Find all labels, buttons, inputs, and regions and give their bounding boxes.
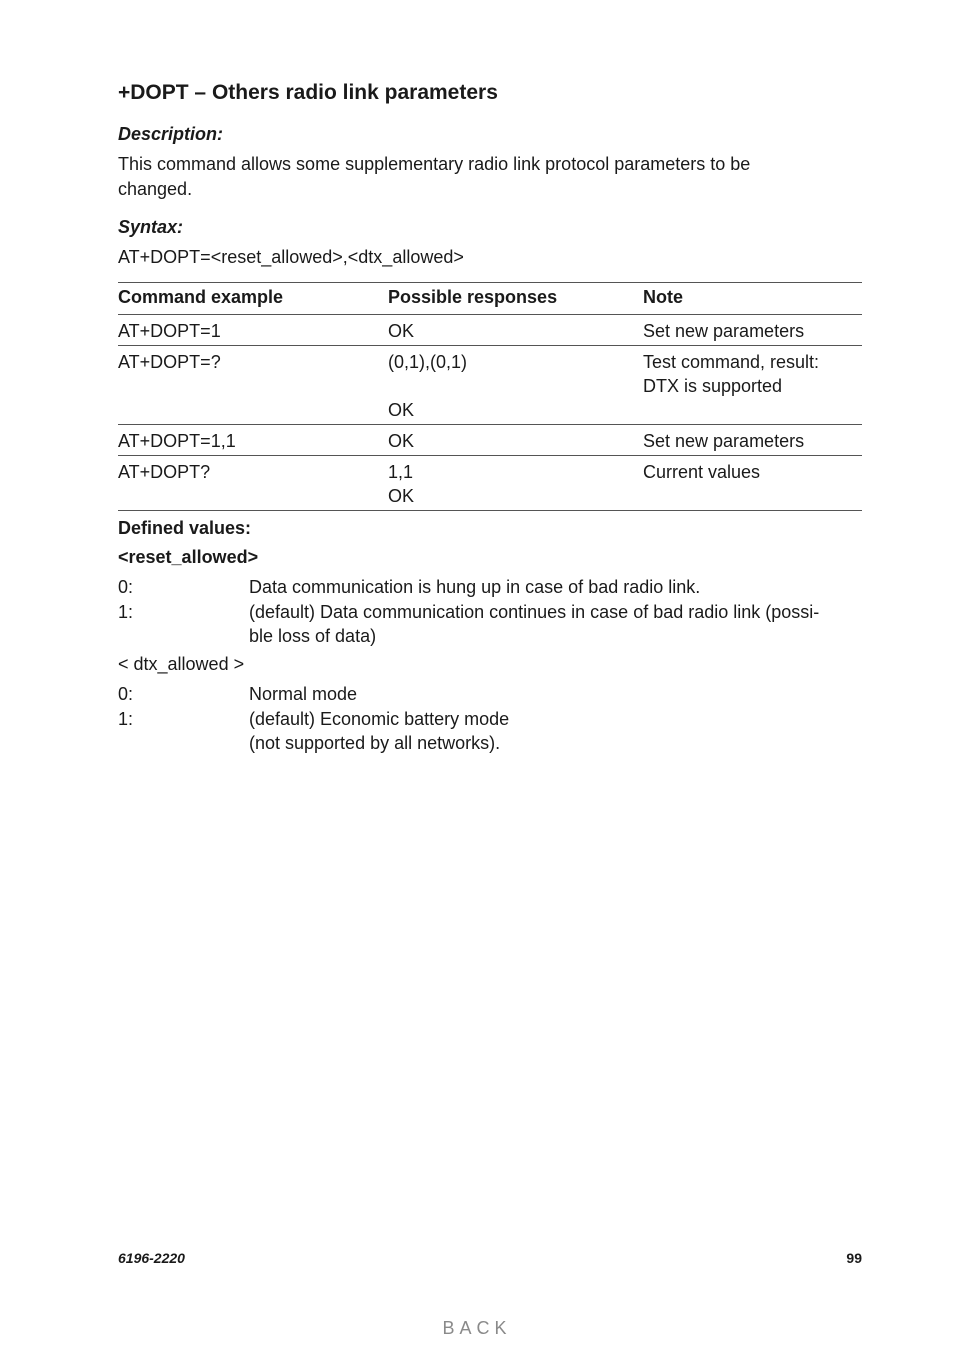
cell-response (388, 425, 643, 456)
cell-response (388, 346, 643, 425)
value-description (249, 600, 849, 648)
back-link[interactable]: BACK (442, 1318, 512, 1338)
response-line: OK (388, 321, 415, 341)
footer-page-number: 99 (846, 1250, 862, 1266)
header-command-example: Command example (118, 283, 388, 315)
note-line: Test command, result: (643, 352, 820, 372)
cell-note (643, 425, 862, 456)
cell-command: AT+DOPT? (118, 456, 388, 511)
response-line (388, 374, 643, 398)
response-line: OK (388, 400, 415, 420)
reset-allowed-label: <reset_allowed> (118, 547, 259, 567)
value-key: 1: (118, 602, 134, 622)
note-line: Current values (643, 462, 761, 482)
value-key: 0: (118, 577, 134, 597)
response-line: (0,1),(0,1) (388, 352, 468, 372)
response-line: 1,1 (388, 462, 414, 482)
cell-command: AT+DOPT=1 (118, 315, 388, 346)
table-row (118, 315, 862, 346)
value-description-line: Normal mode (249, 684, 358, 704)
table-header-row (118, 283, 862, 315)
footer-doc-number: 6196-2220 (118, 1250, 185, 1266)
response-line: OK (388, 486, 415, 506)
command-table (118, 282, 862, 511)
syntax-text: AT+DOPT=<reset_allowed>,<dtx_allowed> (118, 247, 464, 267)
value-description (249, 682, 849, 706)
description-label: Description: (118, 124, 224, 144)
value-description-line: Data communication is hung up in case of bad radio link. (249, 577, 701, 597)
value-description-line: (default) Economic battery mode (249, 709, 510, 729)
cell-note (643, 346, 862, 425)
dtx-allowed-label: < dtx_allowed > (118, 654, 245, 674)
value-description-line: ble loss of data) (249, 626, 377, 646)
cell-note (643, 315, 862, 346)
value-description-line: (default) Data communication continues in case of bad radio link (possi- (249, 602, 820, 622)
note-line: Set new parameters (643, 321, 805, 341)
note-line: Set new parameters (643, 431, 805, 451)
value-key: 1: (118, 709, 134, 729)
table-row (118, 425, 862, 456)
cell-command: AT+DOPT=? (118, 346, 388, 425)
value-description (249, 575, 849, 599)
value-key: 0: (118, 684, 134, 704)
value-description-line: (not supported by all networks). (249, 733, 501, 753)
header-note: Note (643, 283, 862, 315)
cell-response (388, 315, 643, 346)
page-title: +DOPT – Others radio link parameters (118, 81, 498, 104)
response-line: OK (388, 431, 415, 451)
table-row (118, 346, 862, 425)
table-row (118, 456, 862, 511)
description-text: This command allows some supplementary radio link protocol parameters to be changed. (118, 154, 751, 199)
cell-command: AT+DOPT=1,1 (118, 425, 388, 456)
defined-values-heading: Defined values: (118, 518, 252, 538)
cell-response (388, 456, 643, 511)
value-description (249, 707, 849, 755)
header-possible-responses: Possible responses (388, 283, 643, 315)
syntax-label: Syntax: (118, 217, 184, 237)
cell-note (643, 456, 862, 511)
note-line: DTX is supported (643, 376, 783, 396)
